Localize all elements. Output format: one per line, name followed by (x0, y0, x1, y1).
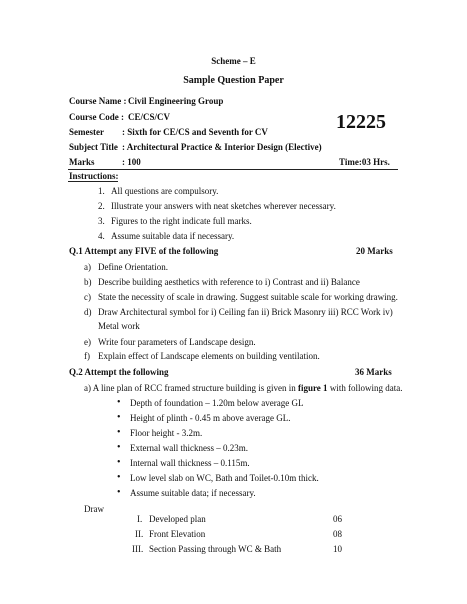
instruction-text: All questions are compulsory. (111, 186, 219, 196)
q1-item-text: Define Orientation. (98, 262, 168, 272)
course-name-value: Civil Engineering Group (128, 96, 224, 106)
bullet-icon: • (117, 397, 121, 408)
q1-item-text: Draw Architectural symbol for i) Ceiling fan ii) Brick Masonry iii) RCC Work iv) (98, 307, 393, 317)
paper-title: Sample Question Paper (183, 75, 284, 86)
draw-item-marks: 06 (333, 514, 342, 524)
bullet-icon: • (117, 442, 121, 453)
data-item: Internal wall thickness – 0.115m. (130, 458, 250, 468)
paper-code-number: 12225 (336, 111, 386, 133)
course-code-label: Course Code : (69, 112, 124, 122)
instruction-num: 3. (98, 216, 105, 226)
q1-item-label: f) (84, 351, 90, 361)
q1-item-continuation: Metal work (98, 321, 140, 331)
bullet-icon: • (117, 412, 121, 423)
instruction-text: Illustrate your answers with neat sketches wherever necessary. (111, 201, 336, 211)
bullet-icon: • (117, 457, 121, 468)
instruction-num: 1. (98, 186, 105, 196)
figure-reference: figure 1 (297, 383, 328, 393)
draw-label: Draw (84, 504, 104, 514)
q1-item-label: b) (84, 277, 92, 287)
q1-item-text: State the necessity of scale in drawing. Suggest suitable scale for working drawing. (98, 292, 398, 302)
bullet-icon: • (117, 472, 121, 483)
draw-item-marks: 08 (333, 529, 342, 539)
marks-label: Marks (69, 157, 95, 167)
q2-intro-text-end: with following data. (327, 383, 403, 393)
q1-item-text: Describe building aesthetics with reference to i) Contrast and ii) Balance (98, 277, 360, 287)
instruction-num: 2. (98, 201, 105, 211)
data-item: Height of plinth - 0.45 m above average GL. (130, 413, 291, 423)
q1-item-label: a) (84, 262, 91, 272)
q1-item-label: e) (84, 337, 91, 347)
q1-item-text: Explain effect of Landscape elements on building ventilation. (98, 351, 320, 361)
bullet-icon: • (117, 427, 121, 438)
marks-value: : 100 (122, 157, 141, 167)
data-item: Depth of foundation – 1.20m below average GL (130, 398, 304, 408)
draw-item-num: III. (132, 544, 144, 554)
q1-marks: 20 Marks (356, 246, 393, 256)
header-divider (68, 169, 398, 170)
course-name-label: Course Name : (69, 96, 127, 106)
q1-item-text: Write four parameters of Landscape design. (98, 337, 256, 347)
subject-title-label: Subject Title (69, 142, 118, 152)
q2-heading: Q.2 Attempt the following (69, 367, 169, 377)
instructions-heading: Instructions: (69, 171, 119, 181)
q1-heading: Q.1 Attempt any FIVE of the following (69, 246, 219, 256)
q2-marks: 36 Marks (355, 367, 392, 377)
course-code-value: CE/CS/CV (128, 112, 171, 122)
instructions-underline (68, 181, 118, 182)
time-label: Time:03 Hrs. (339, 157, 390, 167)
q2-intro-text: a) A line plan of RCC framed structure building is given in (84, 383, 298, 393)
semester-label: Semester (69, 127, 104, 137)
q1-item-label: d) (84, 307, 92, 317)
data-item: Low level slab on WC, Bath and Toilet-0.10m thick. (130, 473, 319, 483)
scheme-label: Scheme – E (211, 56, 256, 66)
instruction-text: Figures to the right indicate full marks. (111, 216, 252, 226)
draw-item-text: Front Elevation (149, 529, 206, 539)
q2-intro (84, 383, 403, 394)
draw-item-text: Developed plan (149, 514, 206, 524)
q1-item-label: c) (84, 292, 91, 302)
instruction-text: Assume suitable data if necessary. (111, 231, 235, 241)
data-item: Floor height - 3.2m. (130, 428, 203, 438)
data-item: External wall thickness – 0.23m. (130, 443, 248, 453)
data-item: Assume suitable data; if necessary. (130, 488, 256, 498)
draw-item-num: II. (135, 529, 144, 539)
draw-item-marks: 10 (333, 544, 342, 554)
draw-item-text: Section Passing through WC & Bath (149, 544, 282, 554)
subject-title-value: : Architectural Practice & Interior Design (Elective) (122, 142, 322, 152)
instruction-num: 4. (98, 231, 105, 241)
bullet-icon: • (117, 487, 121, 498)
draw-item-num: I. (137, 514, 143, 524)
semester-value: : Sixth for CE/CS and Seventh for CV (122, 127, 268, 137)
